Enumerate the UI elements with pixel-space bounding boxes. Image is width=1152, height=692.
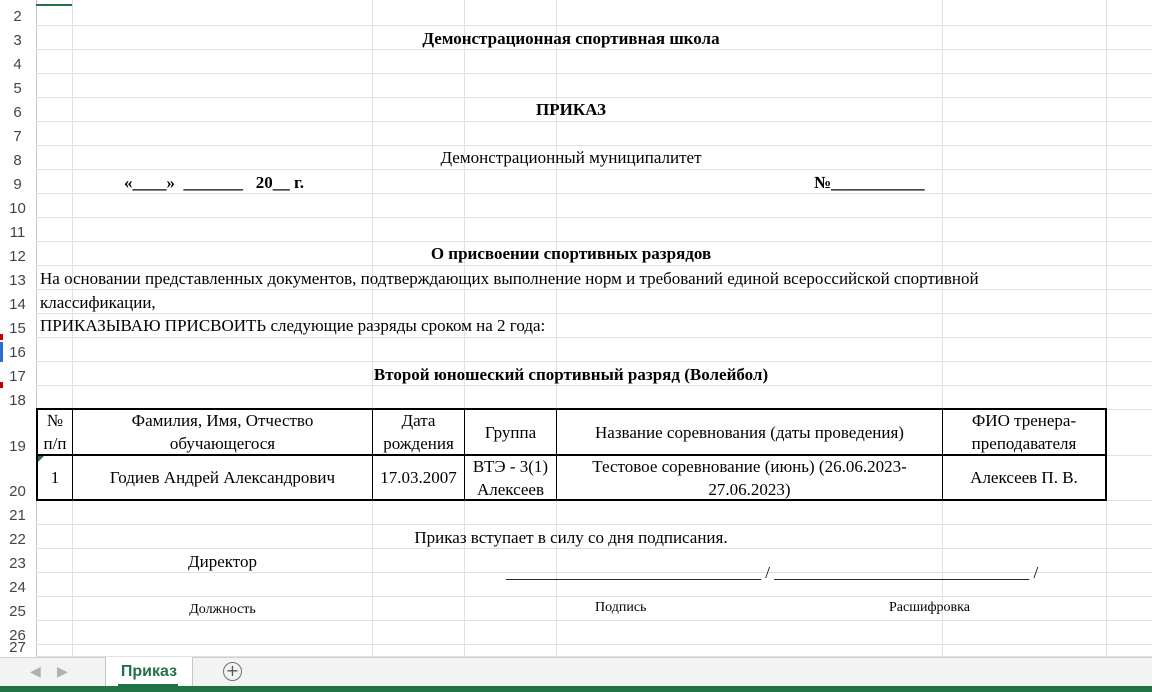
plus-circle-icon[interactable]: + <box>223 662 242 681</box>
row-header[interactable]: 13 <box>9 272 26 289</box>
row-header[interactable]: 10 <box>9 200 26 217</box>
gridline <box>36 145 1152 146</box>
gridline <box>36 548 1152 549</box>
selection-indicator <box>36 0 73 6</box>
number-line: №___________ <box>814 173 925 192</box>
row-header[interactable]: 25 <box>9 603 26 620</box>
row-header[interactable]: 16 <box>9 344 26 361</box>
change-marker <box>0 342 3 362</box>
status-bar <box>0 686 1152 692</box>
row-header[interactable]: 24 <box>9 579 26 596</box>
order-title: ПРИКАЗ <box>536 100 606 119</box>
header-coach: ФИО тренера-преподавателя <box>971 411 1077 453</box>
position-label: Должность <box>189 602 256 617</box>
header-name: Фамилия, Имя, Отчество обучающегося <box>131 411 314 453</box>
row-header[interactable]: 12 <box>9 248 26 265</box>
rank-title: Второй юношеский спортивный разряд (Волейбол) <box>373 365 769 384</box>
row-header[interactable]: 22 <box>9 531 26 548</box>
gridline <box>36 49 1152 50</box>
gridline <box>36 644 1152 645</box>
signature-label: Подпись <box>595 600 647 615</box>
row-header[interactable]: 26 <box>9 627 26 644</box>
gridline <box>36 97 1152 98</box>
gridline <box>36 337 1152 338</box>
row-header[interactable]: 20 <box>9 483 26 500</box>
basis-text-line2: классификации, <box>40 293 156 312</box>
row-header[interactable]: 19 <box>9 438 26 455</box>
header-competition: Название соревнования (даты проведения) <box>595 422 904 442</box>
gridline <box>36 121 1152 122</box>
row-header[interactable]: 7 <box>13 128 22 145</box>
gridline <box>36 524 1152 525</box>
gridline <box>36 73 1152 74</box>
decoding-label: Расшифровка <box>889 600 970 615</box>
chevron-left-icon[interactable]: ◀ <box>30 664 41 680</box>
gridline <box>36 385 1152 386</box>
row-header[interactable]: 8 <box>13 152 22 169</box>
row-header[interactable]: 23 <box>9 555 26 572</box>
row-header[interactable]: 17 <box>9 368 26 385</box>
column-gridline <box>942 0 943 657</box>
cell-competition[interactable]: Тестовое соревнование (июнь) (26.06.2023-27.06.2023) <box>592 456 907 499</box>
row-header[interactable]: 11 <box>9 224 26 241</box>
row-header[interactable]: 15 <box>9 320 26 337</box>
row-header[interactable]: 21 <box>9 507 26 524</box>
header-num: № п/п <box>43 411 67 453</box>
cell-name[interactable]: Годиев Андрей Александрович <box>109 468 336 487</box>
cell-num[interactable]: 1 <box>50 468 60 487</box>
gridline <box>36 241 1152 242</box>
gridline <box>36 217 1152 218</box>
gridline <box>36 289 1152 290</box>
tab-prikaz[interactable]: Приказ <box>105 657 193 687</box>
director-label: Директор <box>188 552 257 571</box>
gridline <box>36 25 1152 26</box>
gridline <box>36 169 1152 170</box>
row-header[interactable]: 3 <box>13 32 22 49</box>
gridline <box>36 313 1152 314</box>
cell-coach[interactable]: Алексеев П. В. <box>970 468 1078 487</box>
gridline <box>36 620 1152 621</box>
change-marker <box>0 382 3 388</box>
row-header[interactable]: 2 <box>13 8 22 25</box>
row-header[interactable]: 18 <box>9 392 26 409</box>
signature-lines: ______________________________ / ______________________________ / <box>506 563 1039 582</box>
date-line: «____» _______ 20__ г. <box>124 173 305 192</box>
row-header[interactable]: 14 <box>9 296 26 313</box>
cell-group[interactable]: ВТЭ - 3(1) Алексеев <box>472 456 549 499</box>
column-gridline <box>1106 0 1107 657</box>
header-group: Группа <box>484 422 537 442</box>
header-birth: Дата рождения <box>383 411 454 453</box>
gridline <box>36 193 1152 194</box>
gridline <box>36 265 1152 266</box>
effective-text: Приказ вступает в силу со дня подписания. <box>414 528 728 547</box>
basis-text-line1: На основании представленных документов, подтверждающих выполнение норм и требований единой всероссийской спортивной <box>40 269 979 288</box>
row-header[interactable]: 6 <box>13 104 22 121</box>
gridline <box>36 361 1152 362</box>
chevron-right-icon[interactable]: ▶ <box>57 664 68 680</box>
row-header[interactable]: 5 <box>13 80 22 97</box>
row-header[interactable]: 9 <box>13 176 22 193</box>
column-gridline <box>556 0 557 657</box>
cell-birth[interactable]: 17.03.2007 <box>380 468 457 487</box>
row-header[interactable]: 4 <box>13 56 22 73</box>
subject: О присвоении спортивных разрядов <box>430 244 712 263</box>
gridline <box>36 596 1152 597</box>
change-marker <box>0 334 3 340</box>
school-title: Демонстрационная спортивная школа <box>422 29 720 48</box>
municipality: Демонстрационный муниципалитет <box>440 148 702 167</box>
order-text: ПРИКАЗЫВАЮ ПРИСВОИТЬ следующие разряды сроком на 2 года: <box>40 316 546 335</box>
row-header[interactable]: 27 <box>9 639 26 656</box>
